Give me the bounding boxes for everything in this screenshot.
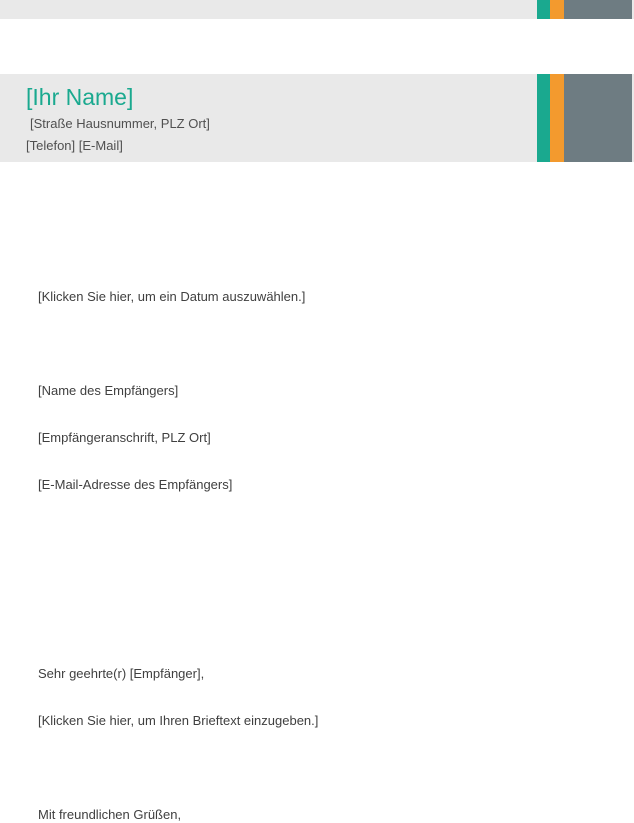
sender-name-field[interactable]: [Ihr Name] — [26, 84, 134, 110]
recipient-name-field[interactable]: [Name des Empfängers] — [38, 383, 179, 398]
salutation-text[interactable]: Sehr geehrte(r) [Empfänger], — [38, 666, 205, 681]
header-teal-stripe — [537, 74, 550, 162]
letter-body-field[interactable]: [Klicken Sie hier, um Ihren Brieftext einzugeben.] — [38, 713, 319, 728]
top-teal-stripe — [537, 0, 550, 19]
sender-address-field[interactable]: [Straße Hausnummer, PLZ Ort] — [30, 116, 210, 131]
header-slate-block — [564, 74, 632, 162]
sender-contact-field[interactable]: [Telefon] [E-Mail] — [26, 138, 123, 153]
top-slate-block — [564, 0, 632, 19]
date-field[interactable]: [Klicken Sie hier, um ein Datum auszuwählen.] — [38, 289, 306, 304]
header-orange-stripe — [550, 74, 564, 162]
top-orange-stripe — [550, 0, 564, 19]
closing-text[interactable]: Mit freundlichen Grüßen, — [38, 807, 182, 822]
recipient-address-field[interactable]: [Empfängeranschrift, PLZ Ort] — [38, 430, 211, 445]
recipient-email-field[interactable]: [E-Mail-Adresse des Empfängers] — [38, 477, 233, 492]
